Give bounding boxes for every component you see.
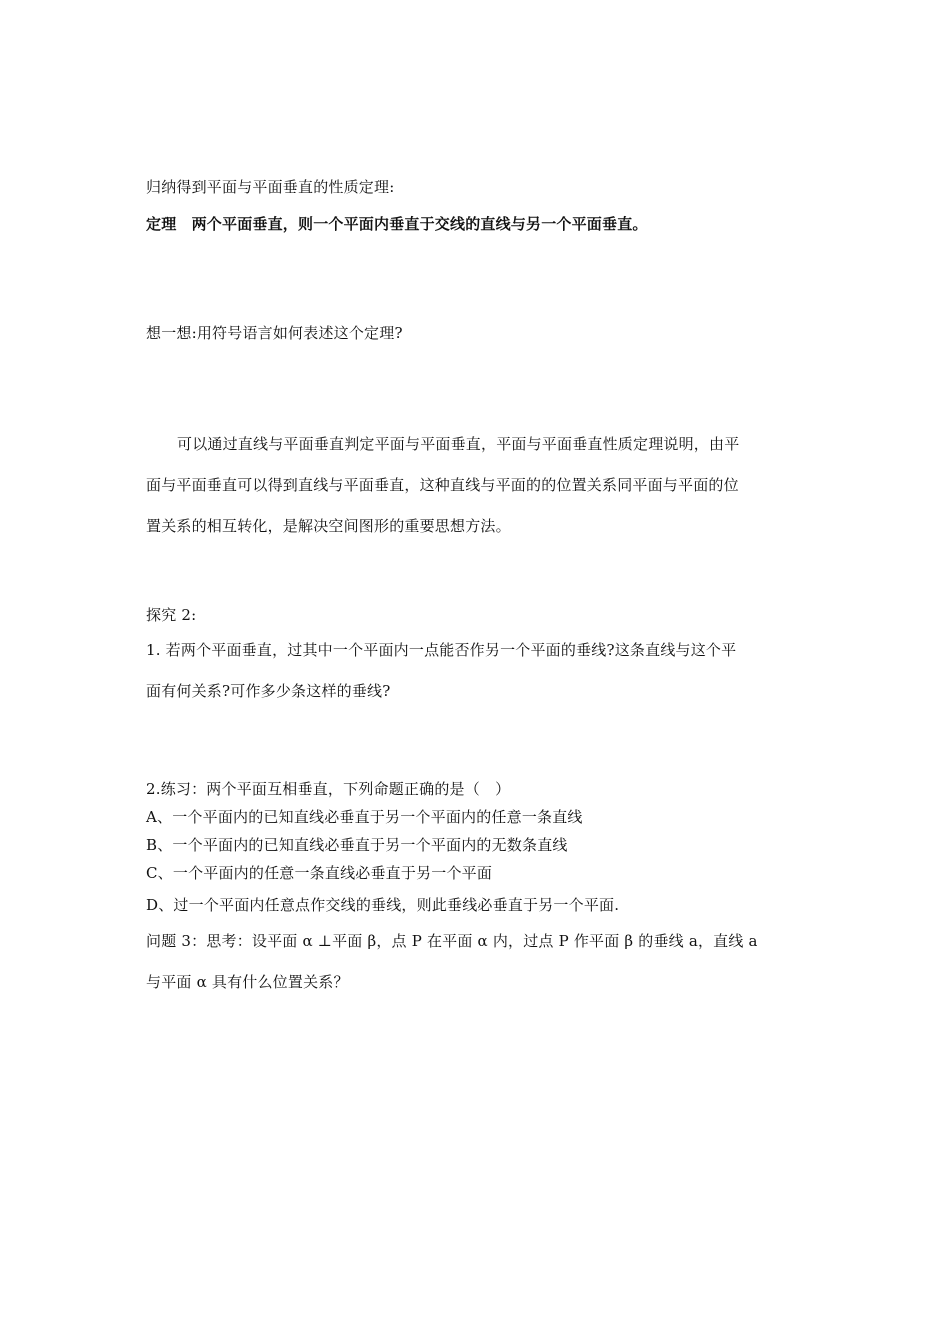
option-c: C、一个平面内的任意一条直线必垂直于另一个平面 <box>146 864 493 882</box>
option-b: B、一个平面内的已知直线必垂直于另一个平面内的无数条直线 <box>146 836 568 854</box>
intro-line: 归纳得到平面与平面垂直的性质定理: <box>146 178 395 196</box>
think-line: 想一想:用符号语言如何表述这个定理? <box>146 324 403 342</box>
question-1-line-1: 1. 若两个平面垂直，过其中一个平面内一点能否作另一个平面的垂线?这条直线与这个平 <box>146 641 737 659</box>
option-a: A、一个平面内的已知直线必垂直于另一个平面内的任意一条直线 <box>146 808 583 826</box>
problem-3-line-1: 问题 3：思考：设平面 α ⊥平面 β，点 P 在平面 α 内，过点 P 作平面 β 的垂线 a，直线 a <box>146 932 758 950</box>
problem-3-line-2: 与平面 α 具有什么位置关系？ <box>146 973 349 991</box>
paragraph-line-1: 可以通过直线与平面垂直判定平面与平面垂直，平面与平面垂直性质定理说明，由平 <box>177 435 740 453</box>
paragraph-line-2: 面与平面垂直可以得到直线与平面垂直，这种直线与平面的的位置关系同平面与平面的位 <box>146 476 739 494</box>
exercise-stem: 2.练习：两个平面互相垂直，下列命题正确的是（ ） <box>146 780 511 798</box>
option-d: D、过一个平面内任意点作交线的垂线，则此垂线必垂直于另一个平面. <box>146 896 620 914</box>
theorem-line: 定理 两个平面垂直，则一个平面内垂直于交线的直线与另一个平面垂直。 <box>146 215 648 233</box>
paragraph-line-3: 置关系的相互转化，是解决空间图形的重要思想方法。 <box>146 517 511 535</box>
question-1-line-2: 面有何关系?可作多少条这样的垂线? <box>146 682 391 700</box>
explore-heading: 探究 2: <box>146 606 197 624</box>
